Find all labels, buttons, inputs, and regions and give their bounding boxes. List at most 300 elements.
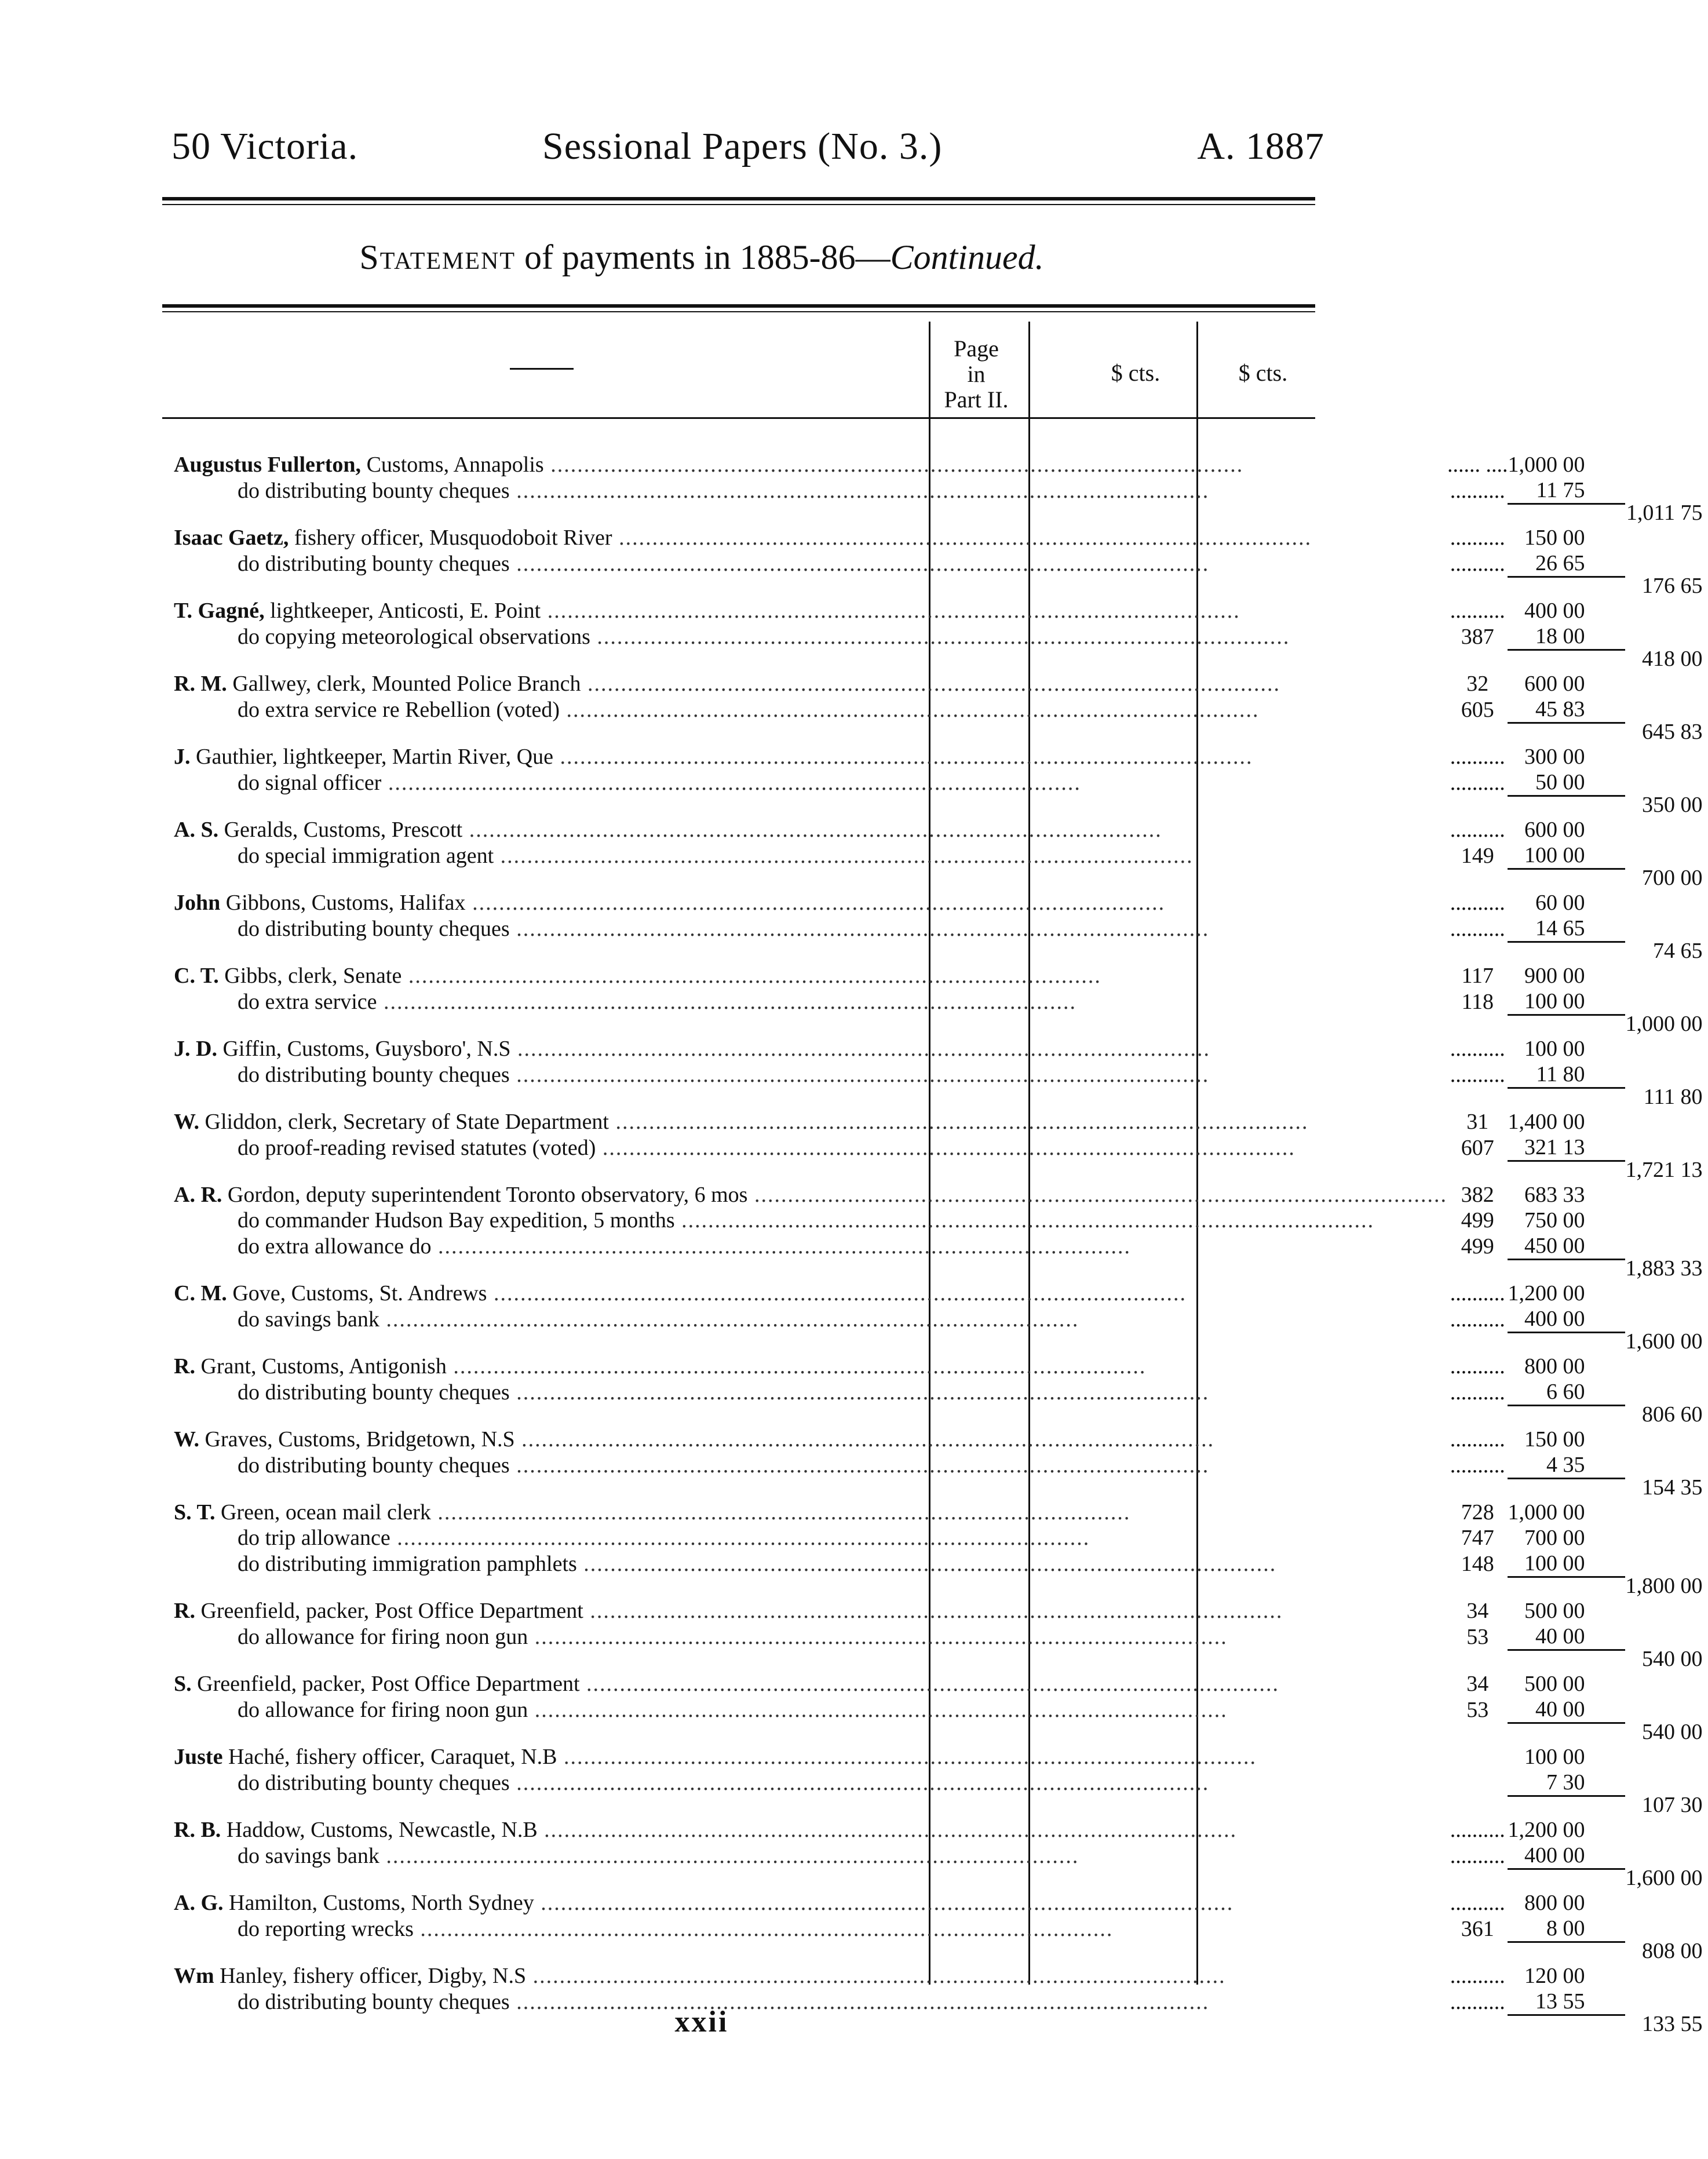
payee-name: T. Gagné, (174, 599, 265, 623)
payee-description (174, 1036, 1447, 1062)
leader-dots: ........................................................................................................ (553, 745, 1253, 769)
payee-description (174, 1281, 1447, 1306)
page-reference: .......... (1450, 1307, 1505, 1332)
leader-dots: ........................................................................................................ (581, 672, 1280, 696)
table-row (174, 989, 1708, 1015)
payee-description (174, 1671, 1447, 1697)
title-suffix: Continued. (890, 238, 1044, 276)
leader-dots: ........................................................................................................ (379, 1307, 1079, 1332)
item-amount: 11 75 (1508, 477, 1625, 504)
table-row (174, 671, 1708, 696)
payee-description (174, 477, 1447, 504)
page-reference: .......... (1450, 1427, 1505, 1452)
entry-total-cell (1625, 1379, 1708, 1427)
ditto-mark: do (238, 1551, 260, 1576)
entry-total-cell (1625, 1671, 1708, 1697)
payee-description (174, 1208, 1447, 1233)
item-amount: 300 00 (1524, 745, 1585, 769)
payee-name: R. B. (174, 1818, 221, 1842)
entry-total-cell (1625, 890, 1708, 916)
payment-purpose: proof-reading revised statutes (voted) (265, 1135, 596, 1160)
payee-name: S. T. (174, 1500, 216, 1525)
ditto-mark: do (238, 1307, 260, 1332)
ditto-mark: do (238, 1697, 260, 1722)
entry-spacer (174, 1479, 1708, 1500)
entry-spacer (174, 1942, 1708, 1964)
item-amount: 40 00 (1508, 1697, 1625, 1723)
table-row (174, 1770, 1708, 1796)
payment-purpose: distributing bounty cheques (265, 1989, 510, 2014)
table-row (174, 598, 1708, 623)
payment-purpose: allowance for firing noon gun (265, 1697, 528, 1722)
payee-name: C. T. (174, 964, 219, 988)
payment-purpose: signal officer (265, 770, 382, 795)
item-amount: 6 60 (1508, 1379, 1625, 1406)
page-reference: .......... (1450, 1818, 1505, 1842)
entry-total-cell (1625, 1182, 1708, 1208)
ditto-mark: do (238, 1624, 260, 1649)
entry-total-cell (1625, 671, 1708, 696)
payment-purpose: Grant, Customs, Antigonish (195, 1354, 447, 1378)
entry-total-cell (1625, 1989, 1708, 2036)
table-row (174, 817, 1708, 843)
leader-dots: ........................................................................................................ (509, 1062, 1210, 1087)
page-reference: .......... (1450, 1453, 1505, 1478)
entry-spacer (174, 504, 1708, 526)
payment-purpose: distributing bounty cheques (265, 1380, 510, 1405)
entry-total-cell (1625, 1135, 1708, 1182)
payee-description (174, 1354, 1447, 1379)
entry-total-cell (1625, 1036, 1708, 1062)
page-reference: 728 (1461, 1500, 1494, 1525)
payment-purpose: Gauthier, lightkeeper, Martin River, Que (190, 745, 553, 769)
item-amount: 100 00 (1508, 989, 1625, 1015)
entry-total-cell (1625, 963, 1708, 989)
payment-purpose: Greenfield, packer, Post Office Department (195, 1599, 583, 1623)
entry-total-cell (1625, 843, 1708, 890)
table-row (174, 452, 1708, 477)
item-amount: 26 65 (1508, 550, 1625, 577)
entry-spacer (174, 1088, 1708, 1110)
payments-table (174, 452, 1708, 2036)
header-year: A. 1887 (1197, 125, 1324, 167)
ditto-mark: do (238, 478, 260, 503)
leader-dots: ........................................................................................................ (446, 1354, 1147, 1378)
ditto-mark: do (238, 916, 260, 941)
table-row (174, 890, 1708, 916)
payment-purpose: extra allowance do (265, 1234, 432, 1259)
payment-purpose: Haddow, Customs, Newcastle, N.B (221, 1818, 538, 1842)
entry-total-cell (1625, 452, 1708, 477)
entry-total-cell (1625, 623, 1708, 671)
item-amount: 1,000 00 (1508, 1500, 1585, 1525)
page-reference: .......... (1450, 770, 1505, 795)
leader-dots: ........................................................................................................ (534, 1891, 1234, 1915)
entry-total-cell (1625, 1427, 1708, 1452)
page-reference: .......... (1450, 891, 1505, 915)
leader-dots: ........................................................................................................ (596, 1135, 1295, 1160)
leader-dots: ........................................................................................................ (579, 1672, 1280, 1696)
leader-dots: ........................................................................................................ (390, 1526, 1090, 1550)
table-row (174, 525, 1708, 550)
title-middle: of payments in 1885-86— (516, 238, 891, 276)
entry-total-cell (1625, 817, 1708, 843)
entry-total: 133 55 (1641, 2011, 1703, 2036)
item-amount: 60 00 (1535, 891, 1585, 915)
entry-spacer (174, 1333, 1708, 1354)
payee-name: Isaac Gaetz, (174, 526, 289, 550)
entry-total-cell (1625, 598, 1708, 623)
table-row (174, 1306, 1708, 1333)
entry-total-cell (1625, 1354, 1708, 1379)
table-row (174, 623, 1708, 650)
page-reference: 148 (1461, 1551, 1494, 1576)
entry-total: 350 00 (1641, 792, 1703, 817)
column-head-page-line3: Part II. (944, 386, 1009, 413)
payee-description (174, 1379, 1447, 1406)
table-row (174, 1916, 1708, 1942)
payee-name: R. M. (174, 672, 227, 696)
table-row (174, 963, 1708, 989)
item-amount: 600 00 (1524, 672, 1585, 696)
column-head-page-line1: Page (954, 335, 999, 362)
table-row (174, 769, 1708, 796)
payee-name: A. G. (174, 1891, 224, 1915)
entry-total-cell (1625, 989, 1708, 1036)
entry-total-cell (1625, 525, 1708, 550)
table-row (174, 1525, 1708, 1551)
table-row (174, 1624, 1708, 1650)
item-amount: 400 00 (1524, 599, 1585, 623)
item-amount: 7 30 (1508, 1770, 1625, 1796)
payee-description (174, 1598, 1447, 1624)
entry-total-cell (1625, 1062, 1708, 1109)
entry-spacer (174, 942, 1708, 964)
ditto-mark: do (238, 1135, 260, 1160)
entry-total: 700 00 (1641, 865, 1703, 890)
leader-dots: ........................................................................................................ (509, 478, 1210, 503)
payment-purpose: lightkeeper, Anticosti, E. Point (264, 599, 541, 623)
page-reference: 34 (1466, 1599, 1489, 1623)
table-row (174, 1890, 1708, 1916)
page-reference: .......... (1450, 1964, 1505, 1988)
page-reference: .......... (1450, 1843, 1505, 1868)
payment-purpose: Geralds, Customs, Prescott (218, 818, 463, 842)
item-amount: 683 33 (1524, 1183, 1585, 1207)
entry-total-cell (1625, 1551, 1708, 1598)
column-head-amount1: $ cts. (1111, 360, 1160, 386)
leader-dots: ........................................................................................................ (509, 551, 1210, 576)
payee-description (174, 1697, 1447, 1723)
table-row (174, 550, 1708, 577)
item-amount: 45 83 (1508, 696, 1625, 723)
payee-name: J. D. (174, 1037, 217, 1061)
ditto-mark: do (238, 1916, 260, 1941)
ditto-mark: do (238, 989, 260, 1014)
table-row (174, 1062, 1708, 1088)
item-amount: 500 00 (1524, 1672, 1585, 1696)
title-prefix: Statement (359, 238, 516, 276)
item-amount: 13 55 (1508, 1989, 1625, 2015)
entry-total: 1,883 33 (1625, 1256, 1703, 1281)
entry-total-cell (1625, 769, 1708, 817)
payee-description (174, 550, 1447, 577)
page-reference: .......... (1450, 526, 1505, 550)
table-row (174, 843, 1708, 869)
payee-description (174, 1135, 1447, 1161)
payee-name: S. (174, 1672, 192, 1696)
payee-description (174, 696, 1447, 723)
entry-spacer (174, 869, 1708, 891)
entry-spacer (174, 577, 1708, 599)
page-reference: 361 (1461, 1916, 1494, 1941)
entry-total-cell (1625, 1208, 1708, 1233)
payee-description (174, 623, 1447, 650)
table-row (174, 1427, 1708, 1452)
payment-purpose: Green, ocean mail clerk (215, 1500, 431, 1525)
ditto-mark: do (238, 1989, 260, 2014)
item-amount: 8 00 (1508, 1916, 1625, 1942)
payment-purpose: distributing bounty cheques (265, 478, 510, 503)
entry-spacer (174, 1015, 1708, 1037)
leader-dots: ........................................................................................................ (509, 1770, 1210, 1795)
payee-description (174, 1306, 1447, 1333)
header-rule-thin (162, 204, 1315, 205)
leader-dots: ........................................................................................................ (576, 1551, 1277, 1576)
entry-total-cell (1625, 1916, 1708, 1963)
payment-purpose: Hanley, fishery officer, Digby, N.S (214, 1964, 527, 1988)
ditto-mark: do (238, 1843, 260, 1868)
page-title (0, 238, 1403, 278)
entry-total-cell (1625, 1500, 1708, 1525)
page-reference: 149 (1461, 843, 1494, 868)
payment-purpose: allowance for firing noon gun (265, 1624, 528, 1649)
entry-total: 1,011 75 (1626, 500, 1703, 525)
table-row (174, 1598, 1708, 1624)
item-amount: 18 00 (1508, 623, 1625, 650)
leader-dots: ........................................................................................................ (381, 770, 1081, 795)
page-reference: 34 (1466, 1672, 1489, 1696)
leader-dots: ........................................................................................................ (612, 526, 1312, 550)
table-top-rule-thin (162, 311, 1315, 312)
page-reference: .......... (1450, 1062, 1505, 1087)
payee-description (174, 1551, 1447, 1577)
entry-total: 176 65 (1641, 573, 1703, 598)
ditto-mark: do (238, 1062, 260, 1087)
page-reference: .......... (1450, 1281, 1505, 1305)
entry-total: 1,600 00 (1625, 1329, 1703, 1354)
entry-spacer (174, 1161, 1708, 1183)
leader-dots: ........................................................................................................ (747, 1183, 1447, 1207)
payee-name: C. M. (174, 1281, 227, 1305)
table-row (174, 1500, 1708, 1525)
entry-total: 645 83 (1641, 719, 1703, 744)
ditto-mark: do (238, 697, 260, 722)
entry-total-cell (1625, 1817, 1708, 1843)
payment-purpose: Graves, Customs, Bridgetown, N.S (199, 1427, 515, 1452)
payee-name: A. R. (174, 1183, 222, 1207)
payee-description (174, 1182, 1447, 1208)
entry-total-cell (1625, 1843, 1708, 1890)
entry-spacer (174, 1796, 1708, 1818)
item-amount: 40 00 (1508, 1624, 1625, 1650)
leader-dots: ........................................................................................................ (541, 599, 1240, 623)
table-row (174, 1843, 1708, 1869)
leader-dots: ........................................................................................................ (674, 1208, 1375, 1232)
payee-name: A. S. (174, 818, 219, 842)
entry-total-cell (1625, 1744, 1708, 1770)
entry-total-cell (1625, 1770, 1708, 1817)
payment-purpose: extra service re Rebellion (voted) (265, 697, 560, 722)
column-head-page (930, 336, 1023, 413)
page-reference: .......... (1450, 818, 1505, 842)
header-volume: 50 Victoria. (171, 125, 359, 167)
payee-description (174, 671, 1447, 696)
payment-purpose: distributing bounty cheques (265, 916, 510, 941)
column-head-blank (510, 356, 574, 370)
payee-description (174, 1963, 1447, 1989)
item-amount: 4 35 (1508, 1452, 1625, 1479)
leader-dots: ........................................................................................................ (402, 964, 1101, 988)
payment-purpose: reporting wrecks (265, 1916, 414, 1941)
table-row (174, 1963, 1708, 1989)
table-top-rule-thick (162, 304, 1315, 308)
leader-dots: ........................................................................................................ (379, 1843, 1079, 1868)
column-head-rule (162, 417, 1315, 419)
leader-dots: ........................................................................................................ (528, 1697, 1228, 1722)
entry-total: 1,000 00 (1625, 1011, 1703, 1036)
page-reference: 387 (1461, 624, 1494, 649)
table-row (174, 477, 1708, 504)
payee-description (174, 525, 1447, 550)
payee-description (174, 843, 1447, 869)
entry-total-cell (1625, 1109, 1708, 1135)
entry-total-cell (1625, 1697, 1708, 1744)
item-amount: 11 80 (1508, 1062, 1625, 1088)
item-amount: 800 00 (1524, 1354, 1585, 1378)
payee-description (174, 452, 1447, 477)
payee-description (174, 1452, 1447, 1479)
payee-description (174, 1770, 1447, 1796)
entry-total: 107 30 (1641, 1792, 1703, 1817)
page-reference: 32 (1466, 672, 1489, 696)
page-reference: .......... (1450, 745, 1505, 769)
payment-purpose: distributing bounty cheques (265, 551, 510, 576)
leader-dots: ........................................................................................................ (462, 818, 1162, 842)
item-amount: 500 00 (1524, 1599, 1585, 1623)
leader-dots: ........................................................................................................ (465, 891, 1166, 915)
entry-total: 1,721 13 (1625, 1157, 1703, 1182)
payment-purpose: Gordon, deputy superintendent Toronto observatory, 6 mos (222, 1183, 748, 1207)
entry-total-cell (1625, 916, 1708, 963)
table-row (174, 1452, 1708, 1479)
leader-dots: ........................................................................................................ (526, 1964, 1226, 1988)
payee-description (174, 963, 1447, 989)
item-amount: 100 00 (1524, 1037, 1585, 1061)
payee-description (174, 1744, 1447, 1770)
leader-dots: ........................................................................................................ (557, 1745, 1257, 1769)
leader-dots: ........................................................................................................ (509, 1453, 1210, 1478)
payee-description (174, 598, 1447, 623)
entry-total-cell (1625, 1890, 1708, 1916)
entry-total-cell (1625, 550, 1708, 598)
payment-purpose: commander Hudson Bay expedition, 5 months (265, 1208, 675, 1232)
payment-purpose: distributing immigration pamphlets (265, 1551, 577, 1576)
payee-description (174, 1843, 1447, 1869)
item-amount: 100 00 (1508, 843, 1625, 869)
payee-description (174, 916, 1447, 942)
payment-purpose: Gallwey, clerk, Mounted Police Branch (227, 672, 581, 696)
page-reference: 382 (1461, 1183, 1494, 1207)
entry-total-cell (1625, 744, 1708, 769)
leader-dots: ........................................................................................................ (528, 1624, 1228, 1649)
item-amount: 100 00 (1508, 1551, 1625, 1577)
payee-name: Juste (174, 1745, 223, 1769)
payee-description (174, 744, 1447, 769)
item-amount: 800 00 (1524, 1891, 1585, 1915)
page-reference: ...... .... (1447, 453, 1508, 477)
payment-purpose: distributing bounty cheques (265, 1062, 510, 1087)
entry-total-cell (1625, 1306, 1708, 1354)
table-row (174, 1551, 1708, 1577)
table-row (174, 696, 1708, 723)
item-amount: 900 00 (1524, 964, 1585, 988)
payee-description (174, 1233, 1447, 1260)
payee-description (174, 1525, 1447, 1551)
payee-name: Augustus Fullerton, (174, 453, 362, 477)
item-amount: 1,000 00 (1508, 453, 1585, 477)
table-row (174, 1182, 1708, 1208)
leader-dots: ........................................................................................................ (510, 1037, 1210, 1061)
payment-purpose: savings bank (265, 1843, 379, 1868)
payee-description (174, 1427, 1447, 1452)
leader-dots: ........................................................................................................ (590, 624, 1290, 649)
payment-purpose: special immigration agent (265, 843, 494, 868)
table-row (174, 1744, 1708, 1770)
entry-spacer (174, 723, 1708, 745)
page-reference: .......... (1450, 1354, 1505, 1378)
entry-total: 1,800 00 (1625, 1573, 1703, 1598)
payment-purpose: Gibbons, Customs, Halifax (220, 891, 466, 915)
ditto-mark: do (238, 843, 260, 868)
entry-total: 1,600 00 (1625, 1865, 1703, 1890)
payee-description (174, 1916, 1447, 1942)
header-sessional-papers: Sessional Papers (No. 3.) (542, 125, 943, 167)
table-row (174, 1671, 1708, 1697)
item-amount: 450 00 (1508, 1233, 1625, 1260)
page-reference: .......... (1450, 599, 1505, 623)
entry-total-cell (1625, 1963, 1708, 1989)
entry-spacer (174, 650, 1708, 672)
entry-spacer (174, 1406, 1708, 1427)
item-amount: 1,200 00 (1508, 1818, 1585, 1842)
page-number: xxii (674, 2005, 729, 2038)
payment-purpose: savings bank (265, 1307, 379, 1332)
payee-description (174, 1817, 1447, 1843)
entry-total-cell (1625, 477, 1708, 525)
ditto-mark: do (238, 1234, 260, 1259)
page-reference: 607 (1461, 1135, 1494, 1160)
page-reference: 53 (1466, 1624, 1489, 1649)
page-reference: 499 (1461, 1208, 1494, 1232)
leader-dots: ........................................................................................................ (509, 916, 1210, 941)
entry-total-cell (1625, 1233, 1708, 1281)
item-amount: 150 00 (1524, 526, 1585, 550)
payment-purpose: Gibbs, clerk, Senate (218, 964, 402, 988)
payee-name: W. (174, 1110, 200, 1134)
entry-total: 808 00 (1641, 1938, 1703, 1963)
table-row (174, 1354, 1708, 1379)
